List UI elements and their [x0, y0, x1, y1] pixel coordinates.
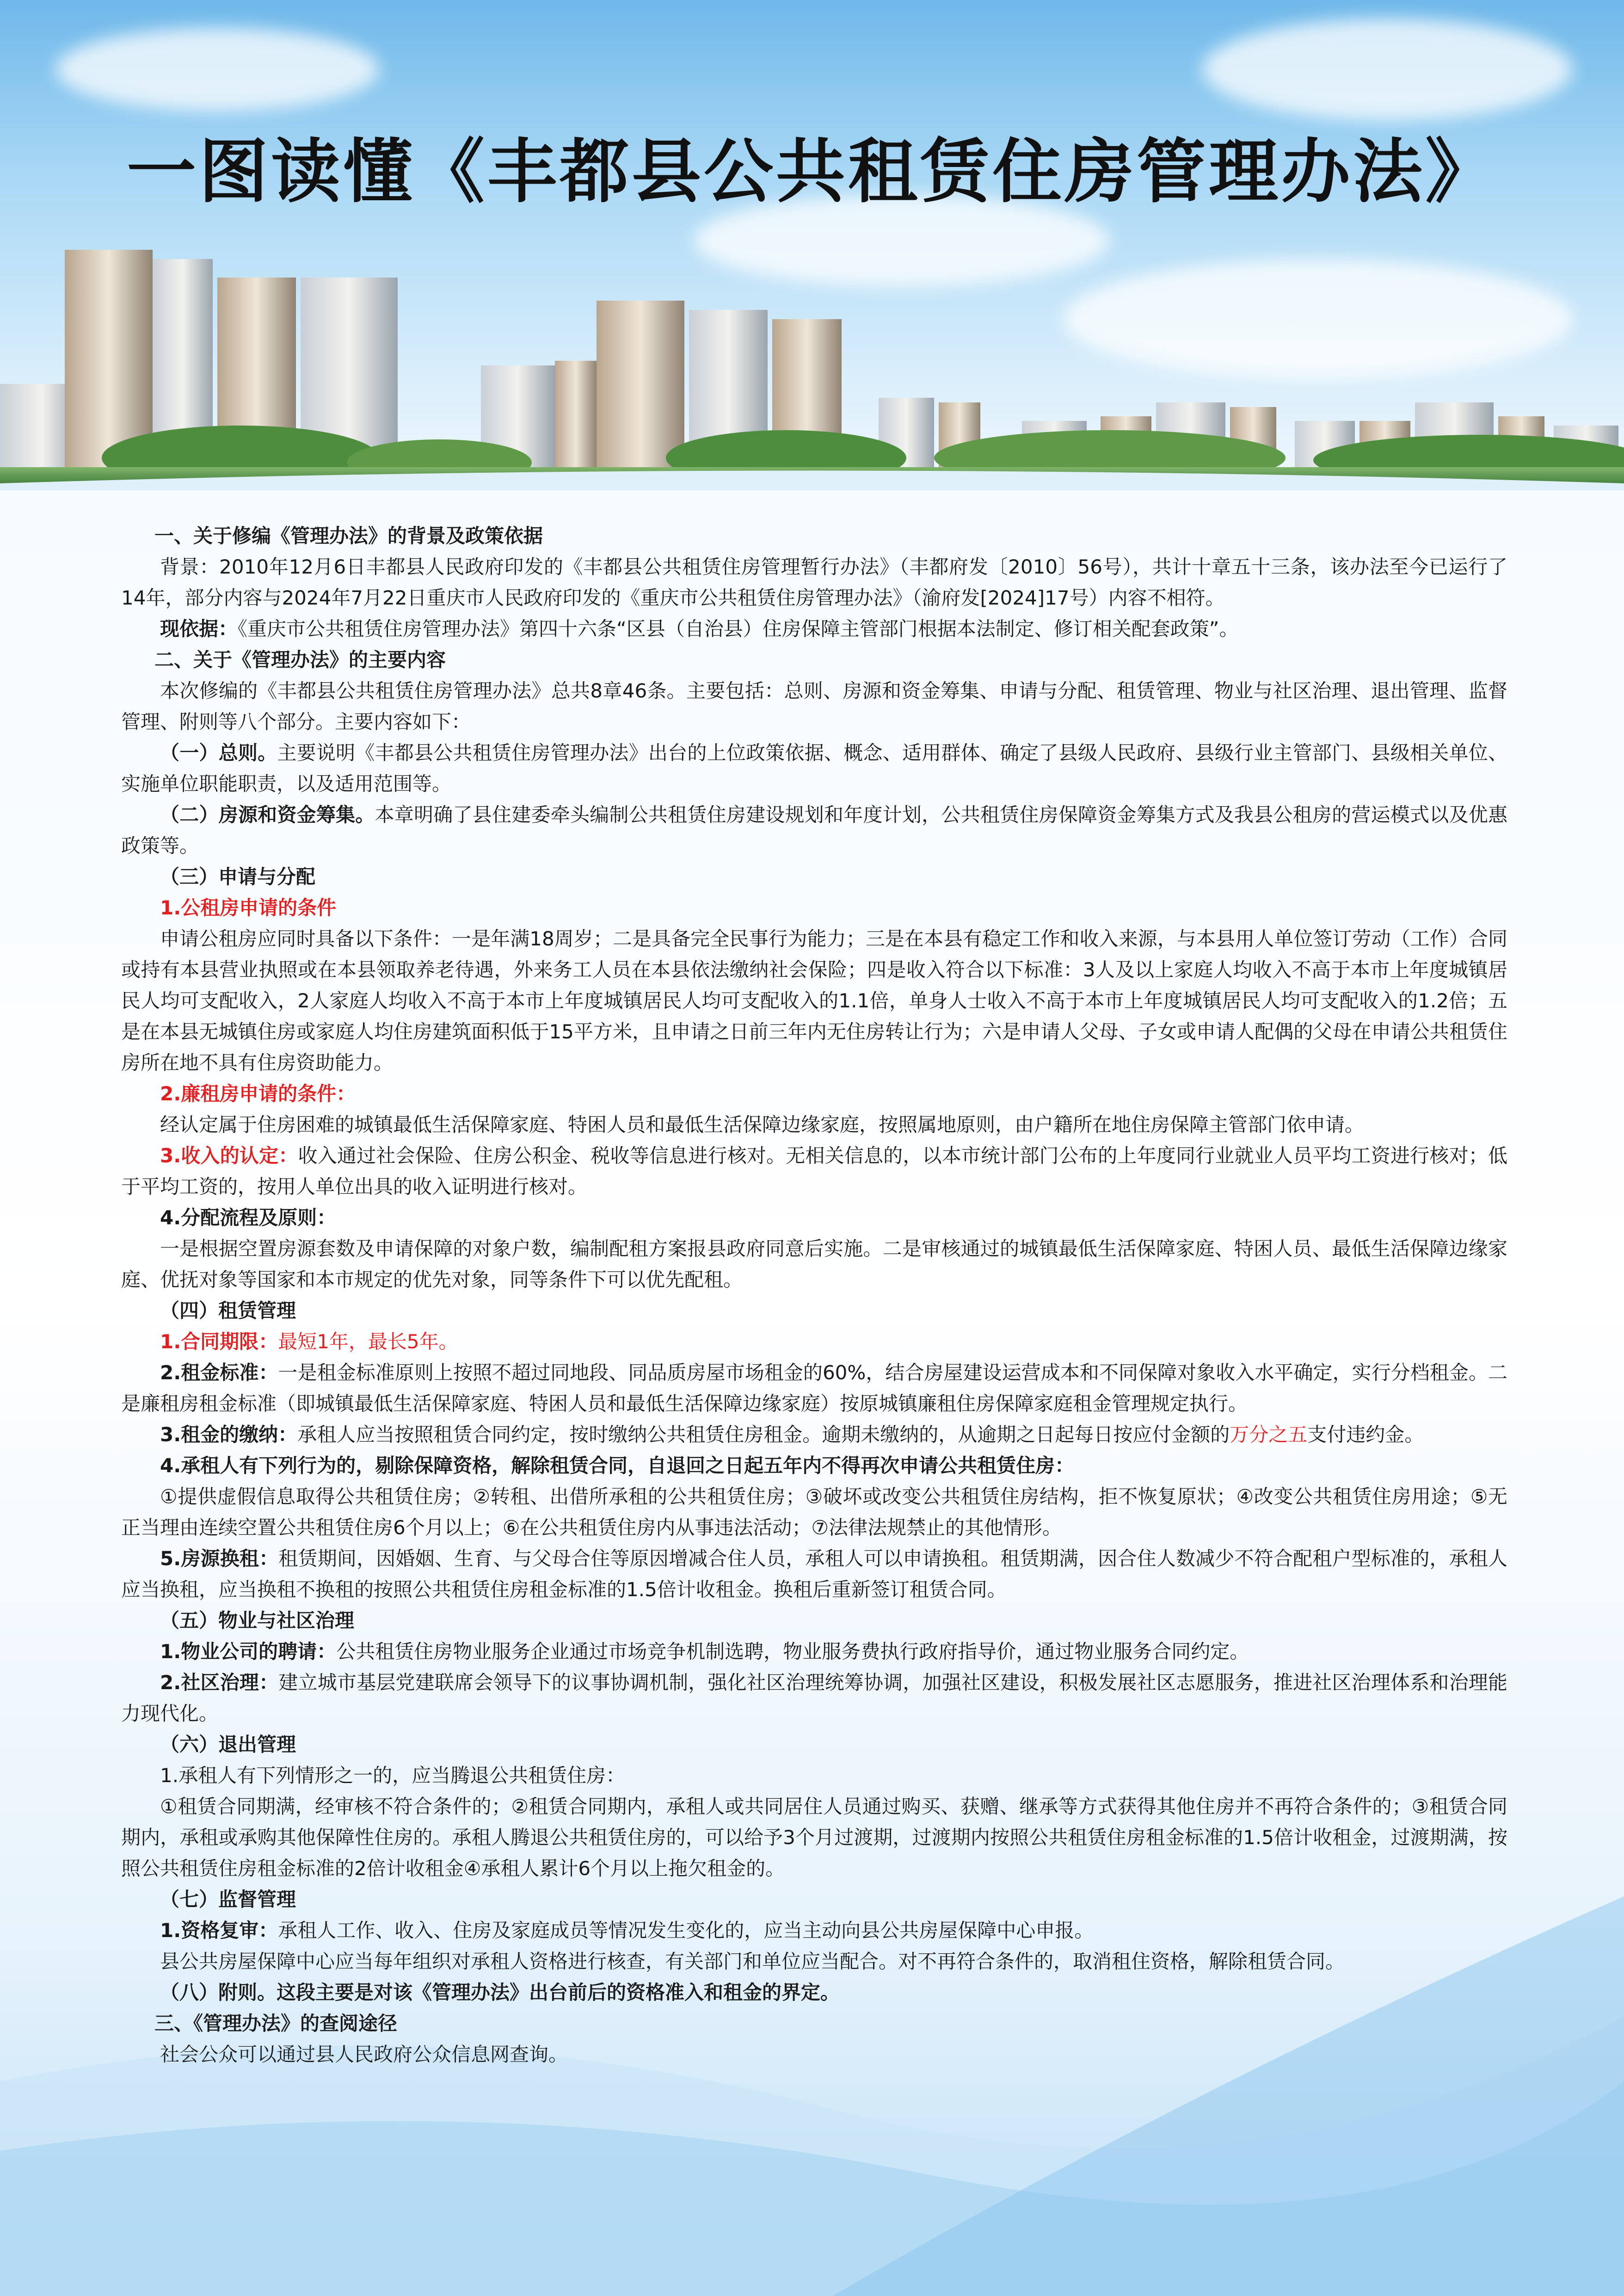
disqualification-label: 4.承租人有下列行为的，剔除保障资格，解除租赁合同，自退回之日起五年内不得再次申请公共租赁住房：	[160, 1454, 1075, 1477]
allocation-text: 一是根据空置房源套数及申请保障的对象户数，编制配租方案报县政府同意后实施。二是审核通过的城镇最低生活保障家庭、特困人员、最低生活保障边缘家庭、优抚对象等国家和本市规定的优先对象，同等条件下可以优先配租。	[121, 1237, 1507, 1291]
basis-label: 现依据：	[160, 617, 238, 640]
section-heading-3: 三、《管理办法》的查阅途径	[154, 2012, 398, 2035]
rent-standard: 2.租金标准：一是租金标准原则上按照不超过同地段、同品质房屋市场租金的60%，结合房屋建设运营成本和不同保障对象收入水平确定，实行分档租金。二是廉租房租金标准（即城镇最低生活保障家庭、特困人员和最低生活保障边缘家庭）按原城镇廉租住房保障家庭租金管理规定执行。	[121, 1361, 1507, 1415]
rent-payment: 3.租金的缴纳：承租人应当按照租赁合同约定，按时缴纳公共租赁住房租金。逾期未缴纳的，从逾期之日起每日按应付金额的万分之五支付违约金。	[160, 1423, 1424, 1446]
qualification-review: 1.资格复审：承租人工作、收入、住房及家庭成员等情况发生变化的，应当主动向县公共房屋保障中心申报。	[160, 1919, 1094, 1942]
exit-intro: 1.承租人有下列情形之一的，应当腾退公共租赁住房：	[160, 1764, 626, 1787]
income-paragraph: 3.收入的认定：收入通过社会保险、住房公积金、税收等信息进行核对。无相关信息的，以本市统计部门公布的上年度同行业就业人员平均工资进行核对；低于平均工资的，按用人单位出具的收入证明进行核对。	[121, 1144, 1507, 1198]
property-company: 1.物业公司的聘请：公共租赁住房物业服务企业通过市场竞争机制选聘，物业服务费执行政府指导价，通过物业服务合同约定。	[160, 1640, 1249, 1663]
subsection-supervision: （七）监督管理	[160, 1888, 296, 1911]
general-paragraph: （一）总则。主要说明《丰都县公共租赁住房管理办法》出台的上位政策依据、概念、适用群体、确定了县级人民政府、县级行业主管部门、县级相关单位、实施单位职能职责，以及适用范围等。	[121, 741, 1507, 795]
background-paragraph: 背景：2010年12月6日丰都县人民政府印发的《丰都县公共租赁住房管理暂行办法》（丰都府发〔2010〕56号），共计十章五十三条，该办法至今已运行了14年，部分内容与2024年7月22日重庆市人民政府印发的《重庆市公共租赁住房管理办法》（渝府发[2024]17号）内容不相符。	[121, 555, 1507, 609]
subsection-lease: （四）租赁管理	[160, 1299, 296, 1322]
basis-paragraph: 现依据：《重庆市公共租赁住房管理办法》第四十六条“区县（自治县）住房保障主管部门根据本法制定、修订相关配套政策”。	[160, 617, 1239, 640]
allocation-label: 4.分配流程及原则：	[160, 1206, 337, 1229]
subsection-property: （五）物业与社区治理	[160, 1609, 355, 1632]
subsection-apply: （三）申请与分配	[160, 865, 316, 888]
exit-conditions: ①租赁合同期满，经审核不符合条件的；②租赁合同期内，承租人或共同居住人员通过购买、获赠、继承等方式获得其他住房并不再符合条件的；③租赁合同期内，承租或承购其他保障性住房的。承租人腾退公共租赁住房的，可以给予3个月过渡期，过渡期内按照公共租赁住房租金标准的1.5倍计收租金，过渡期满，按照公共租赁住房租金标准的2倍计收租金④承租人累计6个月以上拖欠租金的。	[121, 1795, 1507, 1880]
intro-paragraph: 本次修编的《丰都县公共租赁住房管理办法》总共8章46条。主要包括：总则、房源和资金筹集、申请与分配、租赁管理、物业与社区治理、退出管理、监督管理、附则等八个部分。主要内容如下：	[121, 679, 1507, 733]
page-title: 一图读懂《丰都县公共租赁住房管理办法》	[126, 132, 1497, 212]
section-heading-2: 二、关于《管理办法》的主要内容	[154, 648, 446, 671]
low-rent-label: 2.廉租房申请的条件：	[160, 1082, 356, 1105]
unit-exchange: 5.房源换租：租赁期间，因婚姻、生育、与父母合住等原因增减合住人员，承租人可以申请换租。租赁期满，因合住人数减少不符合配租户型标准的，承租人应当换租，应当换租不换租的按照公共租赁住房租金标准的1.5倍计收租金。换租后重新签订租赁合同。	[121, 1547, 1507, 1601]
section-heading-1: 一、关于修编《管理办法》的背景及政策依据	[154, 525, 543, 547]
contract-term: 1.合同期限：最短1年，最长5年。	[160, 1330, 458, 1353]
annual-check: 县公共房屋保障中心应当每年组织对承租人资格进行核查，有关部门和单位应当配合。对不再符合条件的，取消租住资格，解除租赁合同。	[160, 1950, 1345, 1973]
disqualification-text: ①提供虚假信息取得公共租赁住房；②转租、出借所承租的公共租赁住房；③破坏或改变公共租赁住房结构，拒不恢复原状；④改变公共租赁住房用途；⑤无正当理由连续空置公共租赁住房6个月以上；⑥在公共租赁住房内从事违法活动；⑦法律法规禁止的其他情形。	[121, 1485, 1507, 1539]
community-governance: 2.社区治理：建立城市基层党建联席会领导下的议事协调机制，强化社区治理统筹协调，加强社区建设，积极发展社区志愿服务，推进社区治理体系和治理能力现代化。	[121, 1671, 1507, 1725]
apply-condition-text: 申请公租房应同时具备以下条件：一是年满18周岁；二是具备完全民事行为能力；三是在本县有稳定工作和收入来源，与本县用人单位签订劳动（工作）合同或持有本县营业执照或在本县领取养老待遇，外来务工人员在本县依法缴纳社会保险；四是收入符合以下标准：3人及以上家庭人均收入不高于本市上年度城镇居民人均可支配收入，2人家庭人均收入不高于本市上年度城镇居民人均可支配收入的1.1倍，单身人士收入不高于本市上年度城镇居民人均可支配收入的1.2倍；五是在本县无城镇住房或家庭人均住房建筑面积低于15平方米，且申请之日前三年内无住房转让行为；六是申请人父母、子女或申请人配偶的父母在申请公共租赁住房所在地不具有住房资助能力。	[121, 927, 1507, 1074]
city-skyline-illustration	[0, 241, 1624, 500]
low-rent-text: 经认定属于住房困难的城镇最低生活保障家庭、特困人员和最低生活保障边缘家庭，按照属地原则，由户籍所在地住房保障主管部门依申请。	[160, 1113, 1365, 1136]
document-body	[121, 520, 1507, 2070]
inquiry-text: 社会公众可以通过县人民政府公众信息网查询。	[160, 2043, 568, 2066]
funding-paragraph: （二）房源和资金筹集。本章明确了县住建委牵头编制公共租赁住房建设规划和年度计划，公共租赁住房保障资金筹集方式及我县公租房的营运模式以及优惠政策等。	[121, 803, 1507, 857]
supplementary-provisions: （八）附则。这段主要是对该《管理办法》出台前后的资格准入和租金的界定。	[160, 1981, 840, 2004]
subsection-exit: （六）退出管理	[160, 1733, 296, 1756]
apply-condition-label: 1.公租房申请的条件	[160, 896, 337, 919]
